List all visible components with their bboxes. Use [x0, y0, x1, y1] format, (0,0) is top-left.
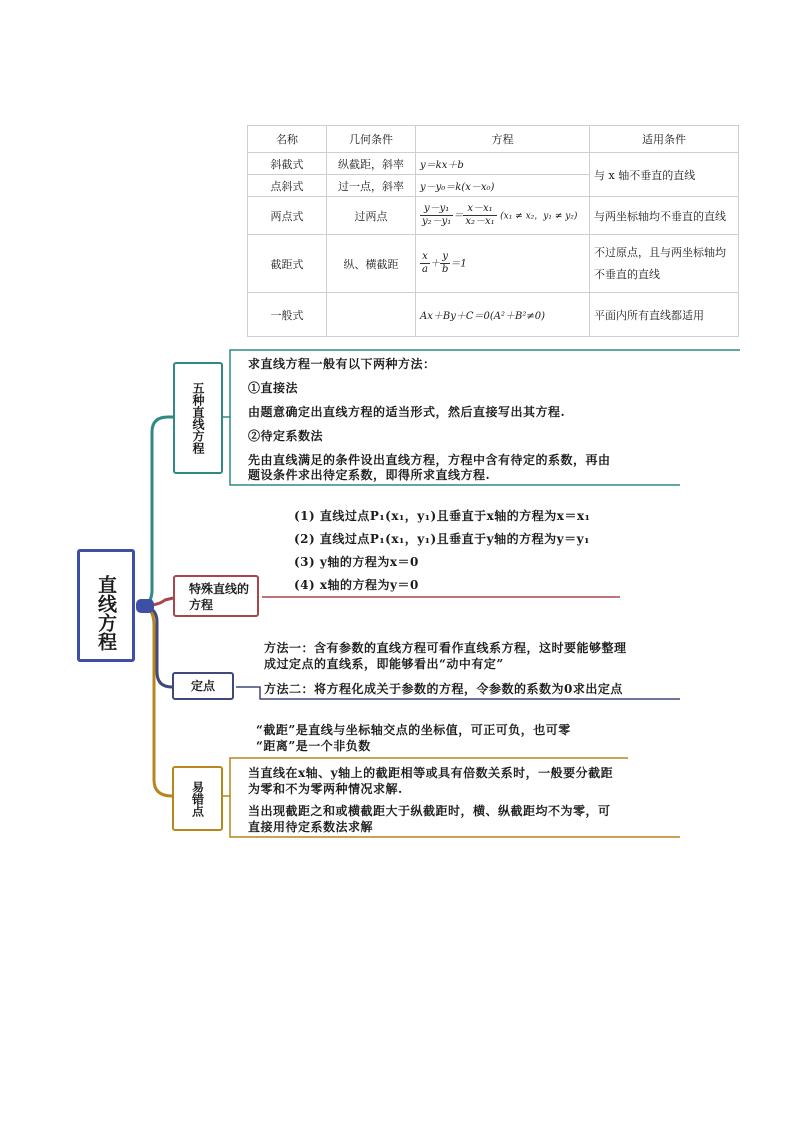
- branch-common-mistakes: 易错点: [172, 766, 223, 831]
- row-cond: 纵截距，斜率: [327, 153, 416, 175]
- branch2-line: (1) 直线过点P₁(x₁，y₁)且垂直于x轴的方程为x＝x₁: [294, 509, 591, 523]
- row-apply: 不过原点，且与两坐标轴均不垂直的直线: [590, 235, 739, 293]
- branch1-line: 题设条件求出待定系数，即得所求直线方程.: [248, 468, 491, 482]
- header-name: 名称: [248, 126, 327, 153]
- row-eq: y＝kx＋b: [416, 153, 590, 175]
- branch4-line: 为零和不为零两种情况求解.: [248, 782, 403, 796]
- row-name: 截距式: [248, 235, 327, 293]
- row-eq: Ax＋By＋C＝0(A²＋B²≠0): [416, 293, 590, 337]
- row-name: 点斜式: [248, 175, 327, 197]
- row-eq: y－y₀＝k(x－x₀): [416, 175, 590, 197]
- row-name: 两点式: [248, 197, 327, 235]
- branch2-line: (4) x轴的方程为y＝0: [294, 578, 419, 592]
- branch4-line: 当出现截距之和或横截距大于纵截距时，横、纵截距均不为零，可: [248, 804, 611, 818]
- row-name: 斜截式: [248, 153, 327, 175]
- connector-branch4: [139, 606, 172, 796]
- branch-five-forms: 五种直线方程: [173, 362, 223, 474]
- header-apply: 适用条件: [590, 126, 739, 153]
- frac-den: x₂－x₁: [465, 216, 495, 227]
- row-apply: 平面内所有直线都适用: [590, 293, 739, 337]
- branch3-line: 方法二：将方程化成关于参数的方程，令参数的系数为0求出定点: [264, 682, 623, 696]
- branch1-line: ②待定系数法: [248, 429, 324, 443]
- row-eq: $\frac{\text{y－y₁}}{\text{y₂－y₁}}$ ＝ $\frac{\text{x－x₁}}{\text{x₂－x₁}}$ (x₁ ≠ x₂，y₁ ≠ y₂): [416, 197, 590, 235]
- branch3-line: 方法一：含有参数的直线方程可看作直线系方程，这时要能够整理: [264, 641, 627, 655]
- frac-num: y－y₁: [420, 203, 453, 216]
- root-node: 直线方程: [77, 549, 135, 662]
- frac-num: x－x₁: [463, 203, 496, 216]
- branch4-line: “截距”是直线与坐标轴交点的坐标值，可正可负，也可零: [256, 723, 571, 737]
- row-apply: 与两坐标轴均不垂直的直线: [590, 197, 739, 235]
- row-apply: 与 x 轴不垂直的直线: [590, 153, 739, 197]
- row-cond: 过一点，斜率: [327, 175, 416, 197]
- row-cond: 过两点: [327, 197, 416, 235]
- branch-fixed-point: 定点: [172, 672, 234, 700]
- frac-den: y₂－y₁: [422, 216, 452, 227]
- condition-note: (x₁ ≠ x₂，y₁ ≠ y₂): [500, 211, 578, 222]
- row-eq: $\frac{x}{a}$ ＋ $\frac{y}{b}$ ＝1: [416, 235, 590, 293]
- branch1-line: ①直接法: [248, 381, 299, 395]
- branch1-line: 由题意确定出直线方程的适当形式，然后直接写出其方程.: [248, 405, 566, 419]
- branch4-line: 直接用待定系数法求解: [248, 820, 374, 834]
- branch4-line: 当直线在x轴、y轴上的截距相等或具有倍数关系时，一般要分截距: [248, 766, 614, 780]
- root-connector-hub: [136, 599, 154, 613]
- frac-num: y: [442, 251, 448, 262]
- connector-branch1: [139, 417, 174, 606]
- frac-den: a: [422, 264, 428, 275]
- frac-den: b: [441, 264, 449, 275]
- branch1-line: 求直线方程一般有以下两种方法：: [248, 357, 436, 371]
- header-condition: 几何条件: [327, 126, 416, 153]
- frac-num: x: [422, 251, 428, 262]
- branch4-line: “距离”是一个非负数: [256, 739, 371, 753]
- branch2-line: (3) y轴的方程为x＝0: [294, 555, 419, 569]
- eq-tail: ＝1: [450, 258, 467, 270]
- branch1-line: 先由直线满足的条件设出直线方程，方程中含有待定的系数，再由: [248, 453, 611, 467]
- row-name: 一般式: [248, 293, 327, 337]
- branch2-line: (2) 直线过点P₁(x₁，y₁)且垂直于y轴的方程为y＝y₁: [294, 532, 590, 546]
- header-equation: 方程: [416, 126, 590, 153]
- branch3-line: 成过定点的直线系，即能够看出“动中有定”: [264, 657, 504, 671]
- row-cond: 纵、横截距: [327, 235, 416, 293]
- branch-special-lines: 特殊直线的方程: [173, 575, 259, 617]
